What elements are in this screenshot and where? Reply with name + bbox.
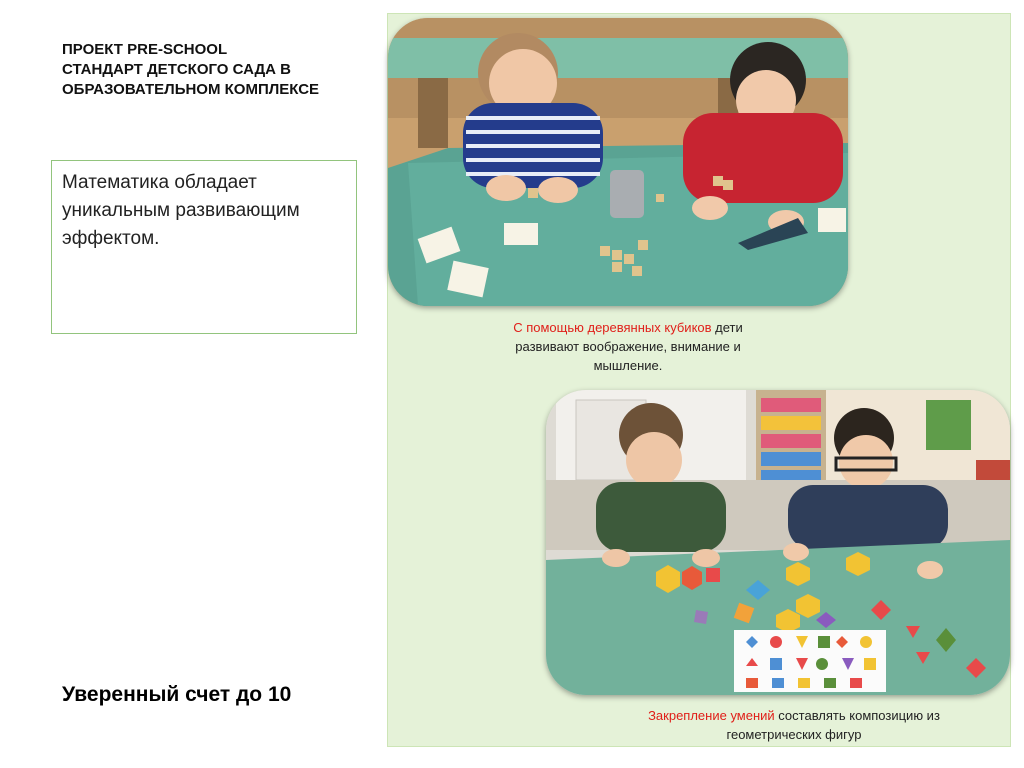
caption-wooden-cubes: [488, 318, 768, 375]
caption-wooden-cubes-line-3: мышление.: [593, 358, 663, 373]
caption-geometric-figures: [614, 706, 974, 744]
caption-geometric-figures-highlight: Закрепление умений: [648, 708, 775, 723]
caption-wooden-cubes-rest: дети: [711, 320, 743, 335]
photo-geometric-figures: [546, 390, 1010, 695]
text-box-line-2: уникальным развивающим: [62, 200, 300, 221]
caption-geometric-figures-line-2: геометрических фигур: [726, 727, 862, 742]
photo-wooden-cubes: [388, 18, 848, 306]
caption-geometric-figures-rest: составлять композицию из: [774, 708, 940, 723]
photo-panel: [387, 13, 1011, 747]
slide-header: [62, 40, 319, 100]
text-box-line-3: эффектом.: [62, 228, 160, 249]
caption-wooden-cubes-line-2: развивают воображение, внимание и: [515, 339, 741, 354]
caption-wooden-cubes-highlight: С помощью деревянных кубиков: [513, 320, 712, 335]
text-box-line-1: Математика обладает: [62, 172, 257, 193]
bottom-title: Уверенный счет до 10: [62, 683, 292, 706]
header-line-2: СТАНДАРТ ДЕТСКОГО САДА В: [62, 61, 292, 78]
header-line-1: ПРОЕКТ PRE-SCHOOL: [62, 41, 228, 58]
header-line-3: ОБРАЗОВАТЕЛЬНОМ КОМПЛЕКСЕ: [62, 81, 320, 98]
text-box: [51, 160, 357, 334]
